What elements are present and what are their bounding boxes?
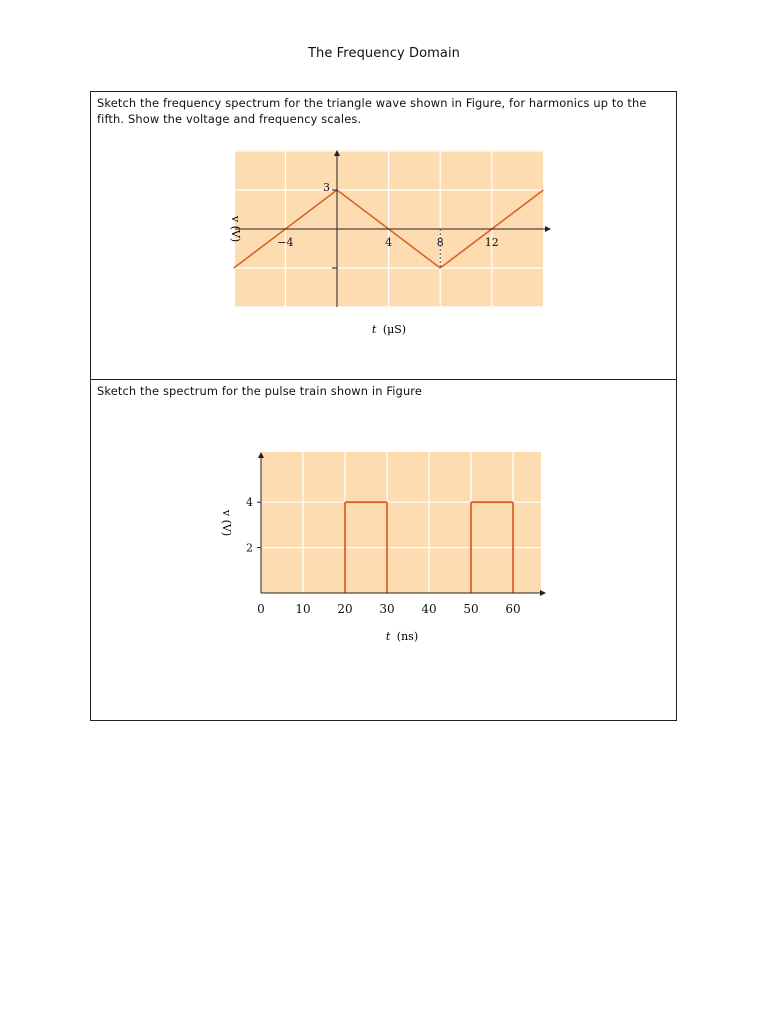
x-axis-arrow [540, 590, 546, 596]
x-tick-label: 10 [295, 602, 311, 616]
y-tick-label: 2 [246, 541, 253, 555]
x-tick-label: 4 [385, 236, 393, 249]
x-tick-label: 40 [421, 602, 437, 616]
x-tick-label: 0 [257, 602, 265, 616]
x-axis-variable: t [371, 323, 377, 336]
problem-prompt: Sketch the frequency spectrum for the triangle wave shown in Figure, for harmonics up to the fifth. Show the voltage and frequency scales. [97, 96, 647, 126]
x-tick-label: 50 [463, 602, 479, 616]
x-axis-unit: (μS) [382, 323, 407, 336]
x-tick-label: 20 [337, 602, 353, 616]
x-tick-label: 12 [484, 236, 499, 249]
problem-prompt: Sketch the spectrum for the pulse train shown in Figure [97, 384, 423, 398]
y-axis-label: v (V) [229, 215, 242, 243]
y-tick-label: 4 [246, 496, 253, 510]
x-axis-unit: (ns) [396, 630, 419, 643]
x-tick-label: 8 [436, 236, 444, 249]
x-axis-label [386, 630, 418, 643]
page-title: The Frequency Domain [307, 46, 461, 61]
y-tick-label: 3 [323, 181, 330, 194]
y-axis-label: v (V) [220, 509, 233, 537]
x-tick-label: 30 [379, 602, 395, 616]
x-tick-label: 60 [505, 602, 521, 616]
x-axis-variable: t [385, 630, 391, 643]
x-tick-label: −4 [277, 236, 294, 249]
